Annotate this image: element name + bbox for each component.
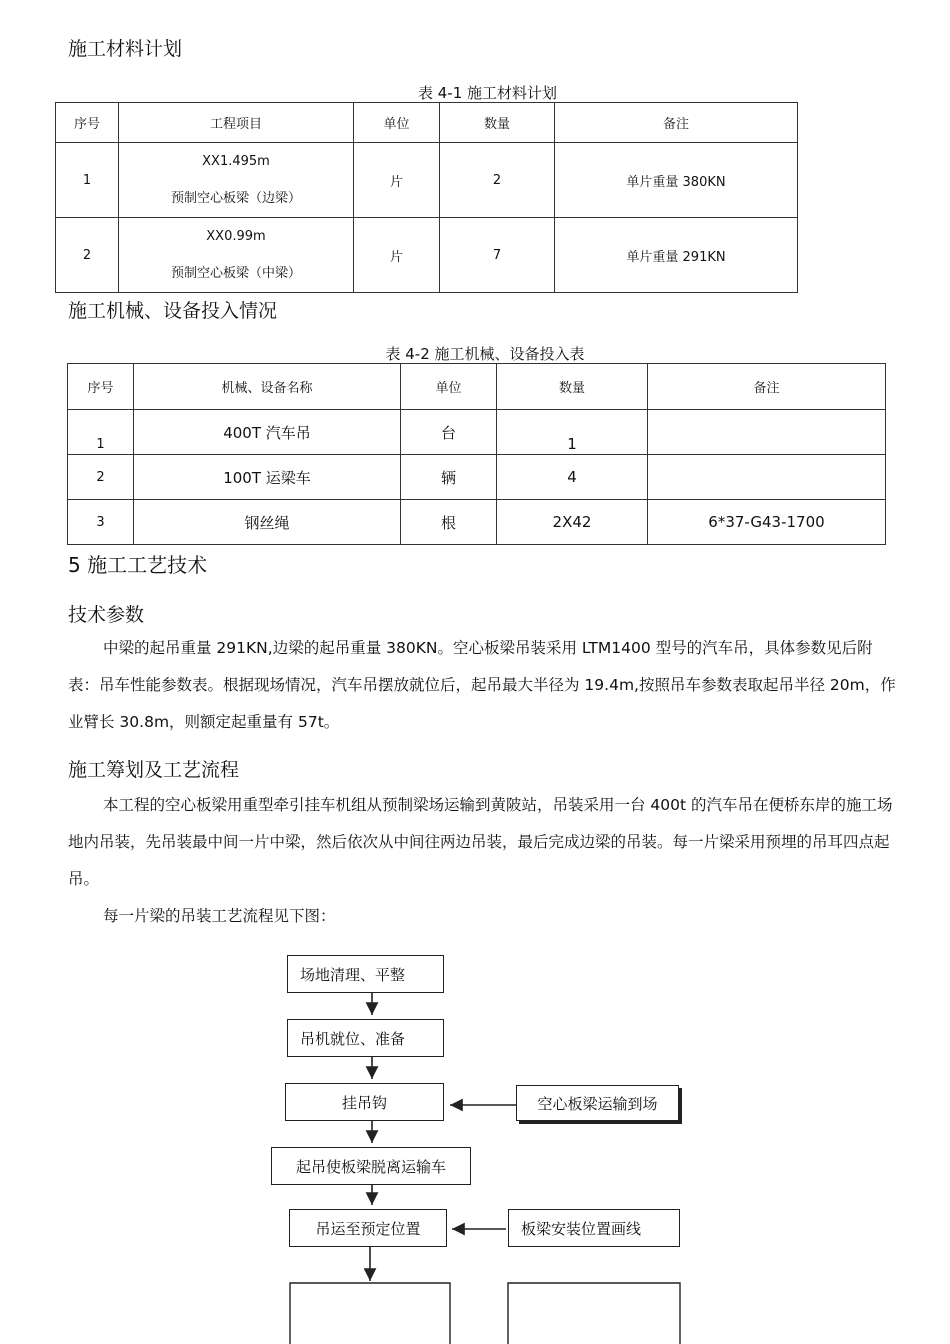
item-spec: XX0.99m: [206, 229, 266, 244]
item-name: 预制空心板梁（边梁）: [170, 191, 301, 206]
section-heading-materials: 施工材料计划: [68, 38, 183, 60]
flow-step-site-clearing: 场地清理、平整: [287, 955, 444, 993]
row-number: 3: [68, 500, 134, 545]
note-cell: 单片重量 291KN: [555, 218, 798, 293]
flow-step-hook-up: 挂吊钩: [285, 1083, 444, 1121]
unit-cell: 辆: [401, 455, 497, 500]
chapter-heading: 5 施工工艺技术: [68, 553, 208, 577]
header-cell: 工程项目: [119, 103, 354, 143]
unit-cell: 台: [401, 410, 497, 455]
table2-caption: 表 4-2 施工机械、设备投入表: [385, 345, 585, 363]
flow-input-install-marking: 板梁安装位置画线: [508, 1209, 680, 1247]
process-paragraph: 本工程的空心板梁用重型牵引挂车机组从预制梁场运输到黄陂站，吊装采用一台 400t 的汽车吊在便桥东岸的施工场地内吊装，先吊装最中间一片中梁，然后依次从中间往两边吊装，最后完成边梁的吊装。每一片梁采用预埋的吊耳四点起吊。: [68, 796, 893, 888]
qty-cell: 7: [440, 218, 555, 293]
unit-cell: 片: [354, 143, 440, 218]
unit-cell: 片: [354, 218, 440, 293]
section-heading-equipment: 施工机械、设备投入情况: [68, 300, 278, 322]
process-intro: 每一片梁的吊装工艺流程见下图：: [103, 907, 336, 925]
qty-cell: 2X42: [497, 500, 648, 545]
item-name: 预制空心板梁（中梁）: [170, 266, 301, 281]
flow-input-beam-delivery: 空心板梁运输到场: [516, 1085, 679, 1121]
header-cell: 数量: [440, 103, 555, 143]
header-cell: 单位: [401, 364, 497, 410]
equipment-name: 钢丝绳: [134, 500, 401, 545]
header-cell: 单位: [354, 103, 440, 143]
qty-cell: 4: [497, 455, 648, 500]
equipment-name: 100T 运梁车: [134, 455, 401, 500]
section-heading-process: 施工筹划及工艺流程: [68, 759, 240, 781]
flow-step-crane-positioning: 吊机就位、准备: [287, 1019, 444, 1057]
equipment-name: 400T 汽车吊: [134, 410, 401, 455]
row-number: 2: [56, 218, 119, 293]
header-cell: 备注: [648, 364, 886, 410]
section-heading-tech-params: 技术参数: [68, 604, 145, 626]
next-side-box-partial: [508, 1283, 680, 1344]
header-cell: 数量: [497, 364, 648, 410]
header-cell: 机械、设备名称: [134, 364, 401, 410]
header-cell: 序号: [68, 364, 134, 410]
table1-caption: 表 4-1 施工材料计划: [417, 84, 558, 102]
row-number: 1: [68, 410, 134, 455]
qty-cell: 1: [497, 410, 648, 455]
flow-step-hoist-to-position: 吊运至预定位置: [289, 1209, 447, 1247]
header-cell: 序号: [56, 103, 119, 143]
qty-cell: 2: [440, 143, 555, 218]
item-spec: XX1.495m: [202, 154, 270, 169]
flow-step-lift-off-truck: 起吊使板梁脱离运输车: [271, 1147, 471, 1185]
row-number: 1: [56, 143, 119, 218]
unit-cell: 根: [401, 500, 497, 545]
note-cell: 单片重量 380KN: [555, 143, 798, 218]
note-cell: 6*37-G43-1700: [648, 500, 886, 545]
header-cell: 备注: [555, 103, 798, 143]
row-number: 2: [68, 455, 134, 500]
tech-params-paragraph: 中梁的起吊重量 291KN,边梁的起吊重量 380KN。空心板梁吊装采用 LTM1400 型号的汽车吊，具体参数见后附表：吊车性能参数表。根据现场情况，汽车吊摆放就位后，起吊最大半径为 19.4m,按照吊车参数表取起吊半径 20m，作业臂长 30.8m，则额定起重量有 57t。: [68, 639, 896, 731]
next-step-box-partial: [290, 1283, 450, 1344]
